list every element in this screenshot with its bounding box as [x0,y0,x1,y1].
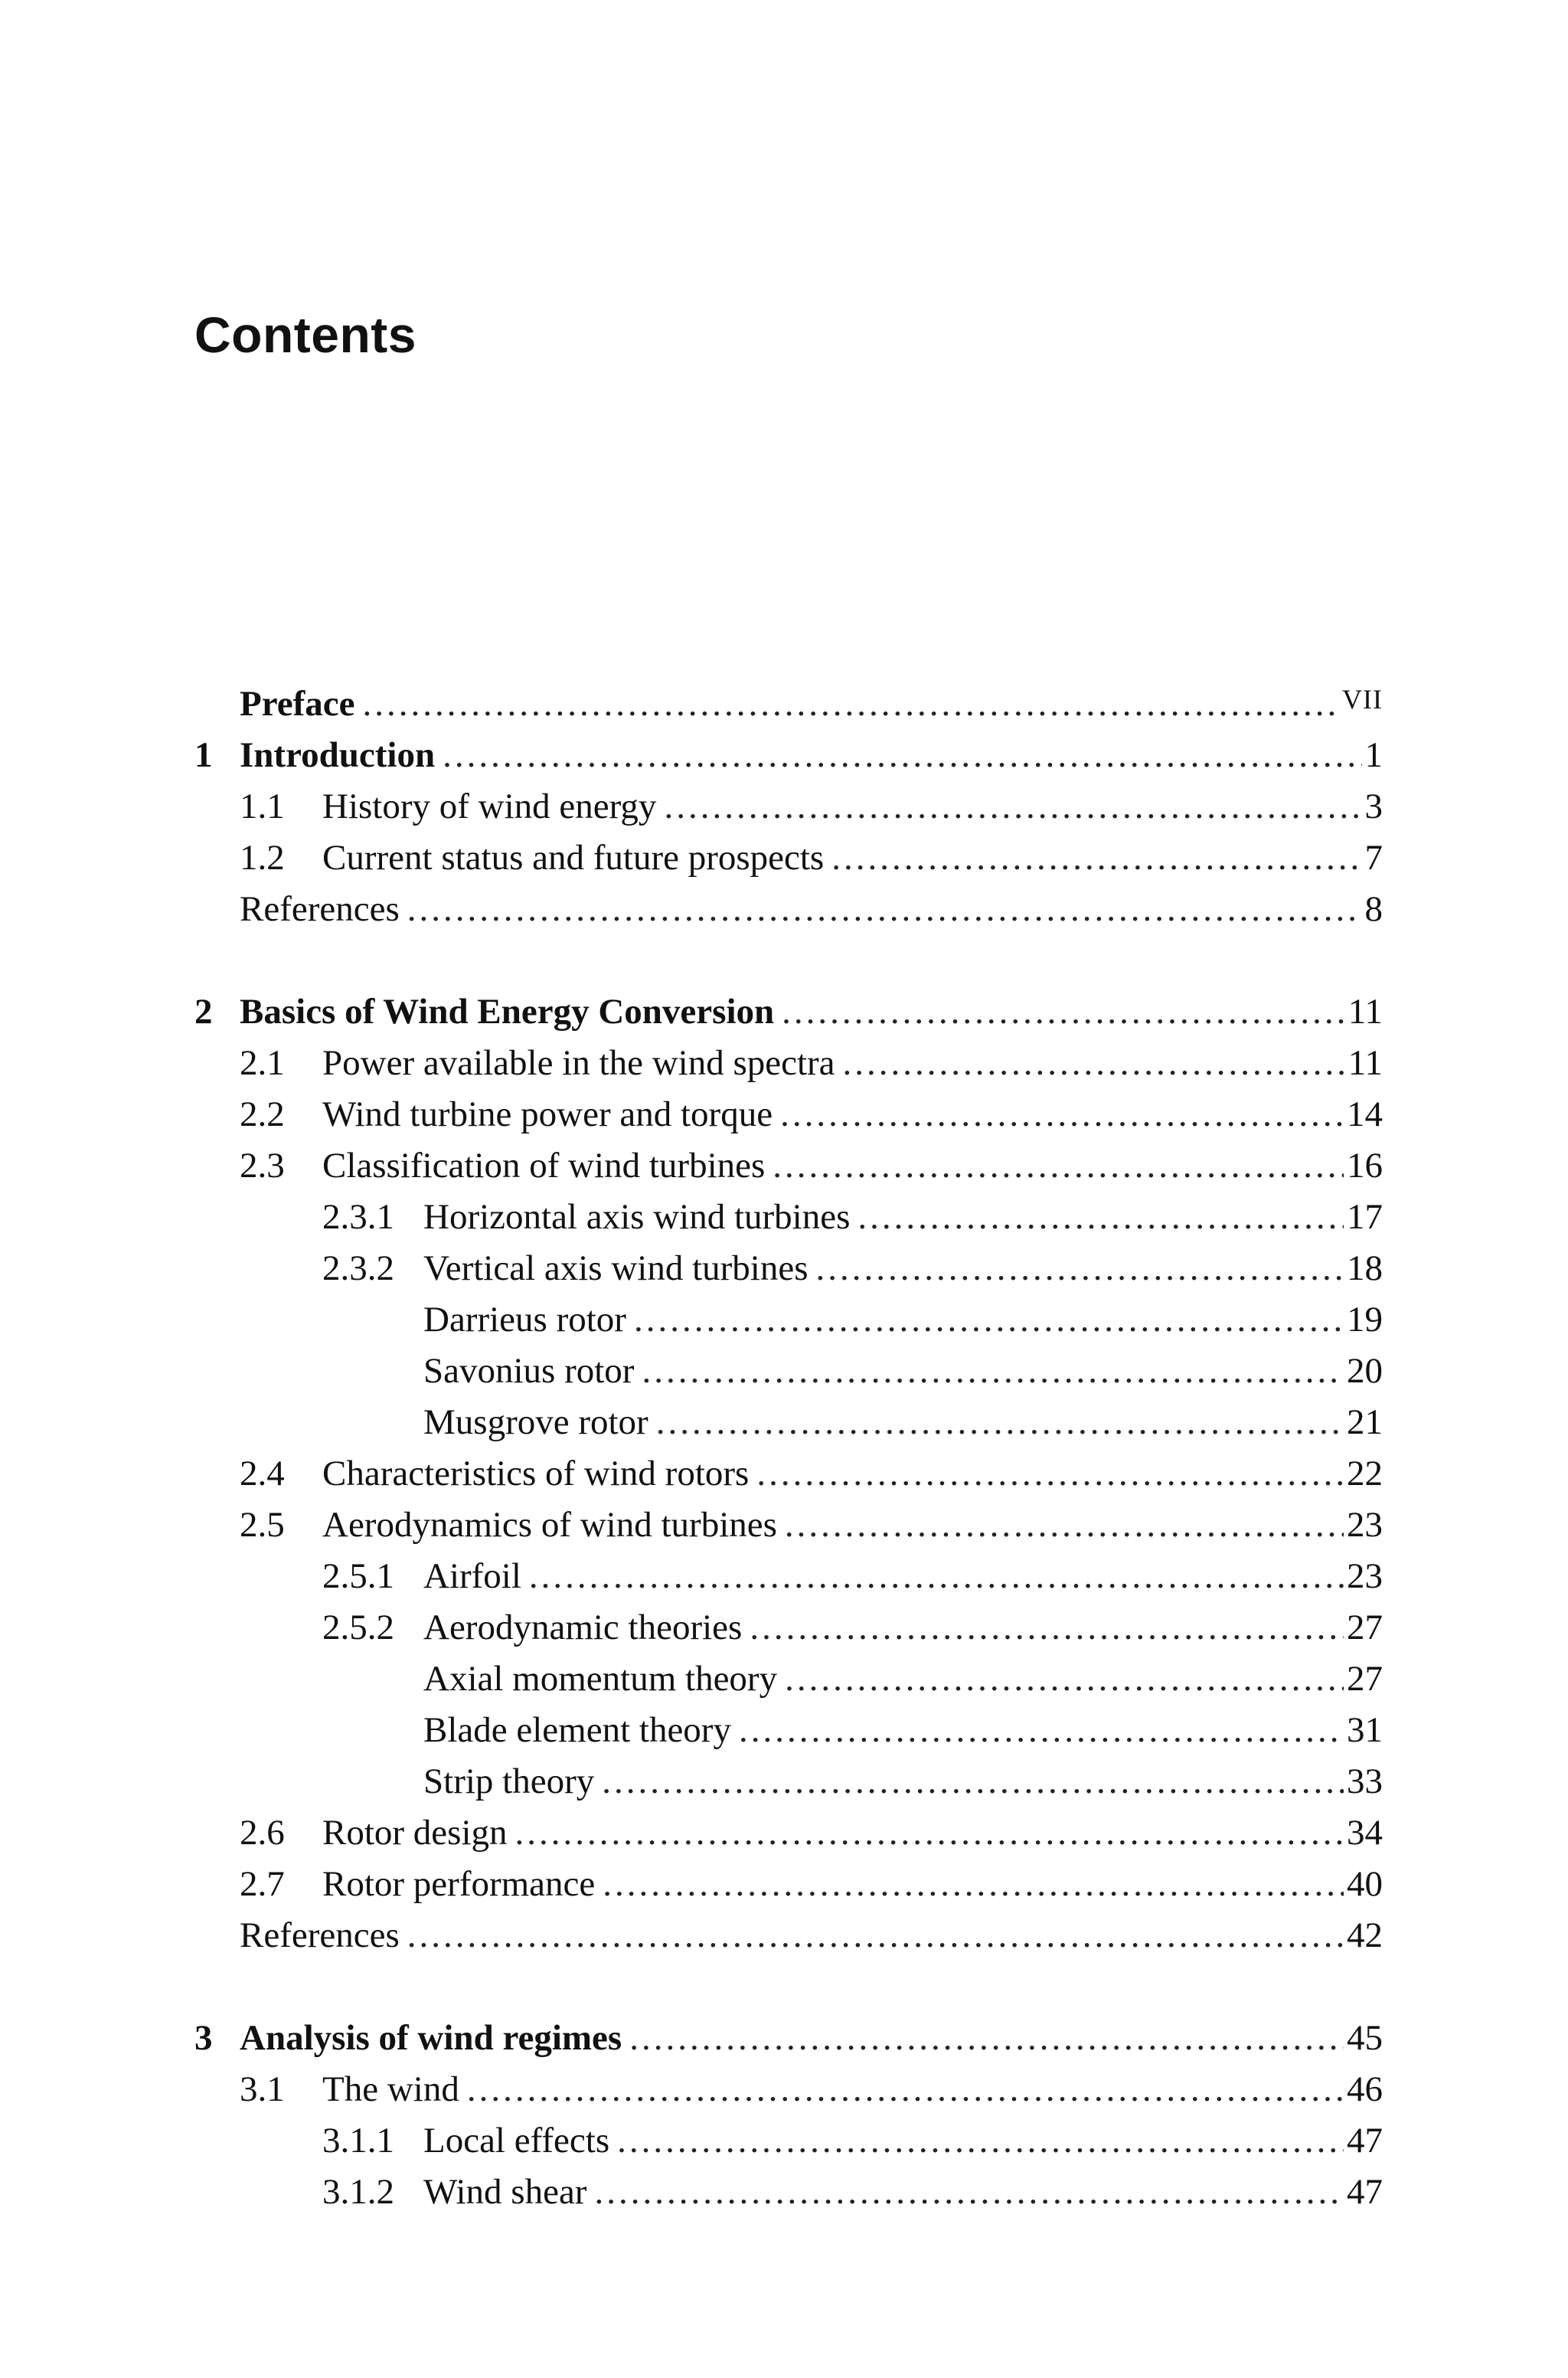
page-number: 27 [1347,1607,1383,1647]
page-number: 45 [1347,2017,1383,2058]
entry-title: Wind shear [423,2171,587,2212]
entry-title: Local effects [423,2120,610,2160]
toc-entry[interactable] [0,986,1568,1037]
entry-title: Strip theory [423,1761,595,1801]
toc-entry[interactable] [0,678,1568,729]
section-number: 2.3.2 [322,1248,394,1288]
dot-leader [634,1299,1344,1340]
dot-leader [594,2171,1344,2213]
toc-entry[interactable] [0,2166,1568,2217]
section-number: 2.3.1 [322,1196,394,1237]
entry-title: Blade element theory [423,1709,731,1750]
dot-leader [785,1504,1344,1546]
page-number: 3 [1364,786,1383,826]
toc-entry[interactable] [0,832,1568,883]
toc-entry[interactable] [0,1037,1568,1088]
toc-entry[interactable] [0,1807,1568,1858]
page-number: 16 [1347,1145,1383,1186]
toc-entry[interactable] [0,1088,1568,1140]
section-number: 2.5 [240,1504,285,1545]
toc-entry[interactable] [0,2063,1568,2115]
toc-entry[interactable] [0,729,1568,780]
dot-leader [443,734,1361,776]
entry-title: The wind [322,2069,459,2109]
entry-title: Darrieus rotor [423,1299,626,1339]
dot-leader [750,1607,1344,1648]
toc-entry[interactable] [0,1653,1568,1704]
entry-title: History of wind energy [322,786,657,826]
section-number: 2.2 [240,1094,285,1134]
page-number: 21 [1347,1402,1383,1442]
page-number: 18 [1347,1248,1383,1288]
entry-title: Current status and future prospects [322,837,825,878]
section-number: 1.2 [240,837,285,878]
page-number: 23 [1347,1504,1383,1545]
toc-entry[interactable] [0,1909,1568,1961]
section-number: 2.7 [240,1863,285,1904]
dot-leader [739,1709,1344,1751]
dot-leader [773,1145,1344,1186]
entry-title: Analysis of wind regimes [240,2017,622,2058]
entry-title: Wind turbine power and torque [322,1094,773,1134]
entry-title: Aerodynamics of wind turbines [322,1504,777,1545]
toc-entry[interactable] [0,1704,1568,1755]
entry-title: Rotor design [322,1812,508,1853]
dot-leader [642,1350,1344,1392]
entry-title: Rotor performance [322,1863,596,1904]
toc-entry[interactable] [0,1396,1568,1447]
page-number: 20 [1347,1350,1383,1391]
entry-title: Basics of Wind Energy Conversion [240,991,775,1032]
section-number: 2.4 [240,1453,285,1493]
dot-leader [816,1248,1344,1289]
entry-title: Vertical axis wind turbines [423,1248,808,1288]
dot-leader [617,2120,1344,2161]
dot-leader [656,1402,1344,1443]
page-number: 40 [1347,1863,1383,1904]
dot-leader [515,1812,1344,1853]
page-number: 8 [1364,888,1383,929]
dot-leader [858,1196,1344,1238]
entry-title: Airfoil [423,1555,521,1596]
table-of-contents [0,678,1568,2217]
toc-entry[interactable] [0,2115,1568,2166]
toc-entry[interactable] [0,1858,1568,1909]
page-number: 14 [1347,1094,1383,1134]
toc-entry[interactable] [0,883,1568,934]
page-number: 31 [1347,1709,1383,1750]
page-title: Contents [194,306,416,363]
toc-entry[interactable] [0,1345,1568,1396]
entry-title: Horizontal axis wind turbines [423,1196,851,1237]
toc-entry[interactable] [0,1140,1568,1191]
toc-entry[interactable] [0,780,1568,832]
toc-entry[interactable] [0,1601,1568,1653]
section-number: 2.1 [240,1042,285,1083]
entry-title: Introduction [240,734,436,775]
dot-leader [603,1863,1344,1905]
page-number: 47 [1347,2120,1383,2160]
entry-title: Preface [240,683,355,724]
dot-leader [629,2017,1344,2059]
page-number: 47 [1347,2171,1383,2212]
toc-entry[interactable] [0,1242,1568,1294]
entry-title: References [240,888,400,929]
toc-entry[interactable] [0,1499,1568,1550]
dot-leader [780,1094,1344,1135]
section-number: 3.1.1 [322,2120,394,2160]
dot-leader [407,888,1362,930]
page-number: 33 [1347,1761,1383,1801]
chapter-number: 3 [194,2017,213,2058]
section-number: 2.3 [240,1145,285,1186]
entry-title: Aerodynamic theories [423,1607,743,1647]
page-number: 1 [1364,734,1383,775]
section-number: 3.1 [240,2069,285,2109]
section-number: 2.5.1 [322,1555,394,1596]
page-number: 34 [1347,1812,1383,1853]
dot-leader [831,837,1361,878]
page-number: 17 [1347,1196,1383,1237]
toc-entry[interactable] [0,1447,1568,1499]
entry-title: Power available in the wind spectra [322,1042,835,1083]
toc-entry[interactable] [0,2012,1568,2063]
entry-title: Savonius rotor [423,1350,635,1391]
dot-leader [407,1915,1344,1956]
chapter-number: 2 [194,991,213,1032]
chapter-number: 1 [194,734,213,775]
entry-title: Classification of wind turbines [322,1145,766,1186]
section-number: 1.1 [240,786,285,826]
dot-leader [785,1658,1344,1699]
dot-leader [529,1555,1344,1597]
page-number: 11 [1348,1042,1383,1083]
page-number: 22 [1347,1453,1383,1493]
section-number: 2.5.2 [322,1607,394,1647]
dot-leader [362,683,1339,725]
page-number: 27 [1347,1658,1383,1699]
page-number: 42 [1347,1915,1383,1955]
dot-leader [664,786,1361,827]
toc-entry[interactable] [0,1550,1568,1601]
page-number: 11 [1348,991,1383,1032]
page-number: VII [1342,683,1383,715]
page-number: 46 [1347,2069,1383,2109]
dot-leader [467,2069,1344,2110]
toc-entry[interactable] [0,1755,1568,1807]
dot-leader [782,991,1345,1032]
toc-entry[interactable] [0,1191,1568,1242]
entry-title: References [240,1915,400,1955]
dot-leader [756,1453,1344,1494]
page-number: 7 [1364,837,1383,878]
entry-title: Axial momentum theory [423,1658,778,1699]
page-number: 19 [1347,1299,1383,1339]
page-number: 23 [1347,1555,1383,1596]
toc-entry[interactable] [0,1294,1568,1345]
entry-title: Musgrove rotor [423,1402,648,1442]
dot-leader [843,1042,1345,1084]
entry-title: Characteristics of wind rotors [322,1453,750,1493]
section-number: 2.6 [240,1812,285,1853]
dot-leader [602,1761,1344,1802]
section-number: 3.1.2 [322,2171,394,2212]
